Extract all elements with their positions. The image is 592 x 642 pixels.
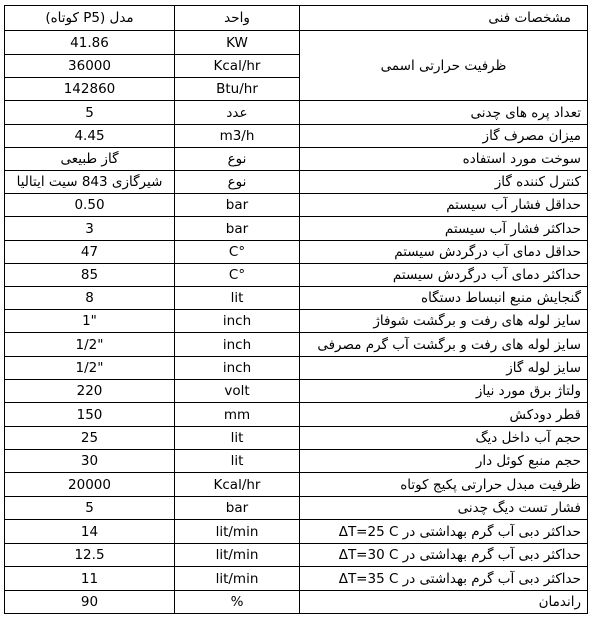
- capacity-unit: Btu/hr: [175, 78, 300, 101]
- spec-value: 14: [5, 520, 175, 544]
- spec-unit: inch: [175, 333, 300, 357]
- spec-unit: inch: [175, 357, 300, 380]
- spec-row: [5, 125, 588, 148]
- spec-value: 5: [5, 497, 175, 520]
- spec-unit: lit: [175, 427, 300, 450]
- spec-unit: %: [175, 591, 300, 614]
- spec-unit: عدد: [175, 101, 300, 125]
- spec-value: 150: [5, 403, 175, 427]
- spec-row: [5, 171, 588, 194]
- spec-row: [5, 217, 588, 241]
- spec-label: حداقل دمای آب درگردش سیستم: [300, 241, 588, 264]
- spec-row: [5, 450, 588, 473]
- spec-label: حداکثر فشار آب سیستم: [300, 217, 588, 241]
- capacity-row: [5, 31, 588, 55]
- spec-row: [5, 427, 588, 450]
- spec-value: 1": [5, 310, 175, 333]
- spec-label: حداکثر دبی آب گرم بهداشتی در ΔT=35 C: [300, 567, 588, 591]
- spec-value: 90: [5, 591, 175, 614]
- spec-label: گنجایش منبع انبساط دستگاه: [300, 287, 588, 310]
- spec-row: [5, 148, 588, 171]
- spec-label: میزان مصرف گاز: [300, 125, 588, 148]
- spec-row: [5, 264, 588, 287]
- spec-unit: lit/min: [175, 567, 300, 591]
- spec-label: سایز لوله گاز: [300, 357, 588, 380]
- header-spec: مشخصات فنی: [300, 6, 588, 31]
- spec-label: سایز لوله های رفت و برگشت آب گرم مصرفی: [300, 333, 588, 357]
- spec-row: [5, 567, 588, 591]
- spec-unit: lit/min: [175, 544, 300, 567]
- spec-value: 20000: [5, 473, 175, 497]
- header-model: مدل (P5 کوتاه): [5, 6, 175, 31]
- spec-value: 47: [5, 241, 175, 264]
- header-unit: واحد: [175, 6, 300, 31]
- spec-value: 8: [5, 287, 175, 310]
- spec-row: [5, 544, 588, 567]
- spec-row: [5, 403, 588, 427]
- spec-row: [5, 241, 588, 264]
- spec-label: حجم آب داخل دیگ: [300, 427, 588, 450]
- spec-unit: نوع: [175, 148, 300, 171]
- capacity-unit: Kcal/hr: [175, 55, 300, 78]
- spec-unit: bar: [175, 497, 300, 520]
- spec-row: [5, 194, 588, 217]
- spec-value: گاز طبیعی: [5, 148, 175, 171]
- spec-label: فشار تست دیگ چدنی: [300, 497, 588, 520]
- spec-row: [5, 101, 588, 125]
- spec-row: [5, 333, 588, 357]
- spec-unit: volt: [175, 380, 300, 403]
- spec-row: [5, 380, 588, 403]
- spec-unit: inch: [175, 310, 300, 333]
- spec-unit: C°: [175, 241, 300, 264]
- spec-value: 3: [5, 217, 175, 241]
- spec-value: 0.50: [5, 194, 175, 217]
- spec-table: [4, 5, 588, 614]
- spec-unit: mm: [175, 403, 300, 427]
- spec-unit: نوع: [175, 171, 300, 194]
- spec-label: قطر دودکش: [300, 403, 588, 427]
- spec-value: 85: [5, 264, 175, 287]
- spec-row: [5, 357, 588, 380]
- spec-label: سایز لوله های رفت و برگشت شوفاژ: [300, 310, 588, 333]
- spec-value: 220: [5, 380, 175, 403]
- spec-label: ظرفیت مبدل حرارتی پکیج کوتاه: [300, 473, 588, 497]
- capacity-value: 36000: [5, 55, 175, 78]
- spec-value: 1/2": [5, 333, 175, 357]
- spec-unit: m3/h: [175, 125, 300, 148]
- capacity-value: 41.86: [5, 31, 175, 55]
- spec-value: 1/2": [5, 357, 175, 380]
- spec-label: تعداد پره های چدنی: [300, 101, 588, 125]
- spec-unit: bar: [175, 217, 300, 241]
- capacity-label: ظرفیت حرارتی اسمی: [300, 31, 588, 101]
- header-row: [5, 6, 588, 31]
- spec-label: حداکثر دمای آب درگردش سیستم: [300, 264, 588, 287]
- spec-unit: lit/min: [175, 520, 300, 544]
- spec-label: سوخت مورد استفاده: [300, 148, 588, 171]
- spec-value: 25: [5, 427, 175, 450]
- capacity-unit: KW: [175, 31, 300, 55]
- spec-row: [5, 287, 588, 310]
- spec-label: ولتاژ برق مورد نیاز: [300, 380, 588, 403]
- spec-value: 4.45: [5, 125, 175, 148]
- spec-value: 5: [5, 101, 175, 125]
- capacity-value: 142860: [5, 78, 175, 101]
- spec-label: حداکثر دبی آب گرم بهداشتی در ΔT=25 C: [300, 520, 588, 544]
- spec-table-body: [5, 6, 588, 614]
- spec-row: [5, 591, 588, 614]
- spec-label: راندمان: [300, 591, 588, 614]
- spec-unit: bar: [175, 194, 300, 217]
- spec-label: حجم منبع کوئل دار: [300, 450, 588, 473]
- spec-unit: lit: [175, 450, 300, 473]
- spec-value: 30: [5, 450, 175, 473]
- spec-label: حداقل فشار آب سیستم: [300, 194, 588, 217]
- spec-value: 11: [5, 567, 175, 591]
- spec-value: شیرگازی 843 سیت ایتالیا: [5, 171, 175, 194]
- spec-label: کنترل کننده گاز: [300, 171, 588, 194]
- spec-row: [5, 473, 588, 497]
- spec-unit: C°: [175, 264, 300, 287]
- spec-row: [5, 310, 588, 333]
- spec-unit: Kcal/hr: [175, 473, 300, 497]
- spec-row: [5, 520, 588, 544]
- spec-row: [5, 497, 588, 520]
- spec-unit: lit: [175, 287, 300, 310]
- spec-value: 12.5: [5, 544, 175, 567]
- spec-label: حداکثر دبی آب گرم بهداشتی در ΔT=30 C: [300, 544, 588, 567]
